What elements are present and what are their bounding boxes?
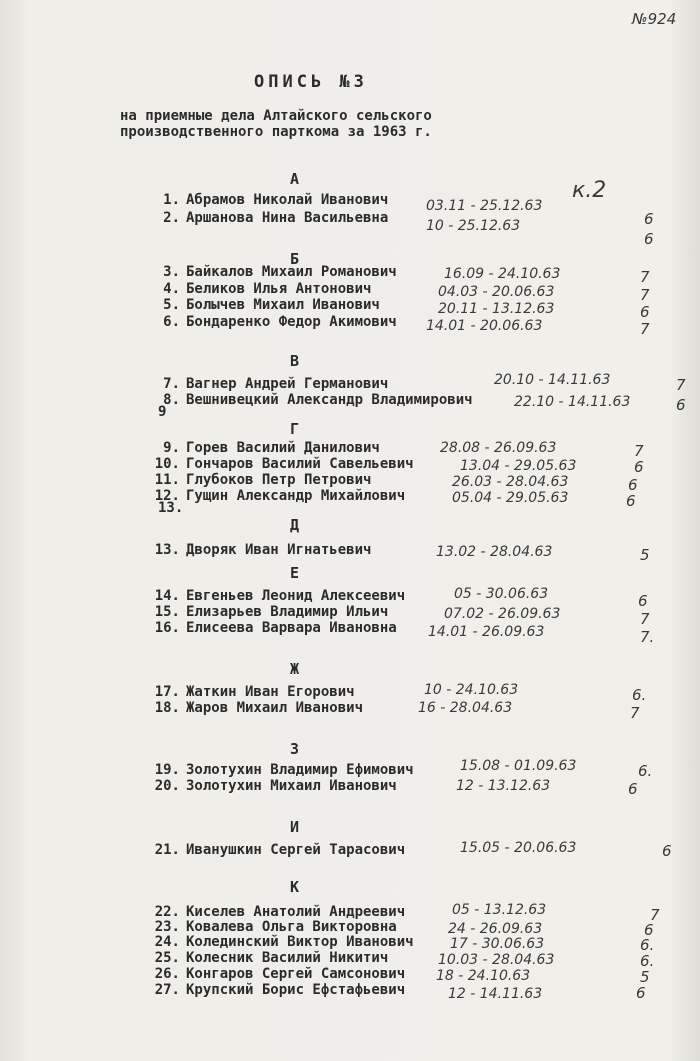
entry-number: 2. [163, 210, 180, 226]
entry-dates: 17 - 30.06.63 [450, 936, 545, 952]
entry-row [0, 542, 700, 564]
entry-name: Евгеньев Леонид Алексеевич [186, 588, 406, 604]
entry-number: 23. [154, 919, 180, 935]
entry-name: Гончаров Василий Савельевич [186, 456, 414, 472]
entry-number: 21. [154, 842, 180, 858]
entry-dates: 15.08 - 01.09.63 [460, 758, 577, 774]
entry-volume: 6 [644, 921, 654, 939]
entry-volume: 6 [676, 396, 686, 414]
entry-row [0, 950, 700, 970]
entry-name: Колесник Василий Никитич [186, 950, 389, 966]
entry-row [0, 700, 700, 722]
entry-number: 27. [154, 982, 180, 998]
entry-name: Колединский Виктор Иванович [186, 934, 414, 950]
entry-number: 16. [154, 620, 180, 636]
entry-number: 8. [163, 392, 180, 408]
entry-dates: 07.02 - 26.09.63 [444, 606, 561, 622]
entry-dates: 13.04 - 29.05.63 [460, 458, 577, 474]
entry-number: 11. [154, 472, 180, 488]
entry-volume: 7 [630, 704, 640, 722]
entry-row [0, 440, 700, 460]
entry-name: Золотухин Владимир Ефимович [186, 762, 414, 778]
entry-row [0, 192, 700, 214]
archive-number: №924 [632, 10, 677, 28]
entry-row [0, 919, 700, 939]
entry-volume: 6 [626, 492, 636, 510]
entry-volume: 5 [640, 546, 650, 564]
entry-name: Глубоков Петр Петрович [186, 472, 372, 488]
entry-row [0, 281, 700, 304]
entry-name: Ковалева Ольга Викторовна [186, 919, 397, 935]
entry-name: Елизарьев Владимир Ильич [186, 604, 389, 620]
entry-name: Аршанова Нина Васильевна [186, 210, 389, 226]
subtitle-line-1: на приемные дела Алтайского сельского [120, 108, 432, 124]
entry-volume: 7 [676, 376, 686, 394]
entry-name: Елисеева Варвара Ивановна [186, 620, 397, 636]
section-letter-d: Д [290, 516, 300, 534]
stray-number-13: 13. [158, 500, 184, 516]
entry-volume: 6 [636, 984, 646, 1002]
entry-name: Киселев Анатолий Андреевич [186, 904, 406, 920]
entry-name: Горев Василий Данилович [186, 440, 380, 456]
entry-volume: 6 [628, 780, 638, 798]
entry-volume: 7 [640, 610, 650, 628]
entry-name: Иванушкин Сергей Тарасович [186, 842, 406, 858]
subtitle-line-2: производственного парткома за 1963 г. [120, 124, 432, 140]
entry-row [0, 842, 700, 858]
entry-number: 6. [163, 314, 180, 330]
entry-volume: 6 [640, 303, 650, 321]
entry-dates: 15.05 - 20.06.63 [460, 840, 577, 856]
entry-dates: 16.09 - 24.10.63 [444, 266, 561, 282]
section-letter-g: Г [290, 420, 300, 438]
section-letter-z: З [290, 740, 300, 758]
entry-dates: 05 - 30.06.63 [454, 586, 549, 602]
entry-number: 10. [154, 456, 180, 472]
entry-dates: 16 - 28.04.63 [418, 700, 513, 716]
entry-name: Жаткин Иван Егорович [186, 684, 355, 700]
entry-row [0, 456, 700, 476]
entry-dates: 10.03 - 28.04.63 [438, 952, 555, 968]
entry-volume: 6. [638, 762, 653, 780]
entry-row [0, 982, 700, 1002]
entry-name: Вагнер Андрей Германович [186, 376, 389, 392]
entry-dates: 10 - 25.12.63 [426, 218, 521, 234]
entry-dates: 20.11 - 13.12.63 [438, 301, 555, 317]
entry-dates: 12 - 13.12.63 [456, 778, 551, 794]
entry-number: 14. [154, 588, 180, 604]
box-note: к.2 [572, 178, 607, 203]
entry-row [0, 778, 700, 798]
entry-row [0, 472, 700, 494]
section-letter-v: В [290, 352, 300, 370]
entry-name: Гущин Александр Михайлович [186, 488, 406, 504]
entry-volume: 6 [638, 592, 648, 610]
entry-volume: 7. [640, 628, 655, 646]
entry-number: 12. [154, 488, 180, 504]
entry-dates: 05 - 13.12.63 [452, 902, 547, 918]
entry-number: 13. [154, 542, 180, 558]
entry-row [0, 620, 700, 646]
entry-volume: 7 [650, 906, 660, 924]
entry-number: 9. [163, 440, 180, 456]
entry-name: Бондаренко Федор Акимович [186, 314, 397, 330]
entry-volume: 6 [634, 458, 644, 476]
entry-name: Жаров Михаил Иванович [186, 700, 364, 716]
extra-volume-mark: 6 [644, 230, 654, 248]
entry-dates: 24 - 26.09.63 [448, 921, 543, 937]
entry-row [0, 902, 700, 924]
entry-row [0, 966, 700, 986]
entry-dates: 22.10 - 14.11.63 [514, 394, 631, 410]
entry-dates: 14.01 - 20.06.63 [426, 318, 543, 334]
entry-row [0, 297, 700, 321]
entry-name: Дворяк Иван Игнатьевич [186, 542, 372, 558]
entry-volume: 6 [628, 476, 638, 494]
entry-name: Беликов Илья Антонович [186, 281, 372, 297]
entry-number: 5. [163, 297, 180, 313]
entry-name: Крупский Борис Ефстафьевич [186, 982, 406, 998]
document-title: ОПИСЬ №3 [254, 72, 368, 92]
entry-row [0, 758, 700, 780]
entry-row [0, 586, 700, 610]
section-letter-k: К [290, 878, 300, 896]
entry-number: 20. [154, 778, 180, 794]
section-letter-b: Б [290, 250, 300, 268]
entry-row [0, 934, 700, 954]
entry-number: 15. [154, 604, 180, 620]
entry-name: Болычев Михаил Иванович [186, 297, 380, 313]
entry-number: 24. [154, 934, 180, 950]
entry-number: 26. [154, 966, 180, 982]
entry-dates: 10 - 24.10.63 [424, 682, 519, 698]
entry-row [0, 264, 700, 286]
entry-volume: 7 [640, 320, 650, 338]
entry-number: 4. [163, 281, 180, 297]
entry-number: 25. [154, 950, 180, 966]
entry-number: 22. [154, 904, 180, 920]
entry-number: 17. [154, 684, 180, 700]
entry-volume: 7 [634, 442, 644, 460]
entry-dates: 26.03 - 28.04.63 [452, 474, 569, 490]
stray-number-9: 9 [158, 404, 167, 420]
entry-volume: 7 [640, 268, 650, 286]
entry-dates: 28.08 - 26.09.63 [440, 440, 557, 456]
entry-number: 3. [163, 264, 180, 280]
section-letter-e: Е [290, 564, 300, 582]
entry-volume: 6 [662, 842, 672, 860]
entry-name: Конгаров Сергей Самсонович [186, 966, 406, 982]
entry-number: 18. [154, 700, 180, 716]
entry-name: Золотухин Михаил Иванович [186, 778, 397, 794]
entry-volume: 5 [640, 968, 650, 986]
entry-volume: 6. [640, 952, 655, 970]
entry-volume: 6. [640, 936, 655, 954]
entry-dates: 03.11 - 25.12.63 [426, 198, 543, 214]
entry-name: Вешнивецкий Александр Владимирович [186, 392, 473, 408]
entry-name: Абрамов Николай Иванович [186, 192, 389, 208]
entry-dates: 13.02 - 28.04.63 [436, 544, 553, 560]
entry-dates: 04.03 - 20.06.63 [438, 284, 555, 300]
entry-row [0, 372, 700, 394]
entry-dates: 20.10 - 14.11.63 [494, 372, 611, 388]
entry-row [0, 210, 700, 234]
entry-number: 19. [154, 762, 180, 778]
entry-number: 7. [163, 376, 180, 392]
entry-dates: 05.04 - 29.05.63 [452, 490, 569, 506]
entry-name: Байкалов Михаил Романович [186, 264, 397, 280]
section-letter-zh: Ж [290, 660, 300, 678]
entry-dates: 14.01 - 26.09.63 [428, 624, 545, 640]
entry-dates: 12 - 14.11.63 [448, 986, 543, 1002]
entry-row [0, 682, 700, 704]
entry-volume: 6. [632, 686, 647, 704]
entry-number: 1. [163, 192, 180, 208]
section-letter-a: А [290, 170, 300, 188]
entry-dates: 18 - 24.10.63 [436, 968, 531, 984]
entry-volume: 6 [644, 210, 654, 228]
entry-row [0, 392, 700, 414]
entry-volume: 7 [640, 286, 650, 304]
section-letter-i: И [290, 818, 300, 836]
entry-row [0, 314, 700, 338]
